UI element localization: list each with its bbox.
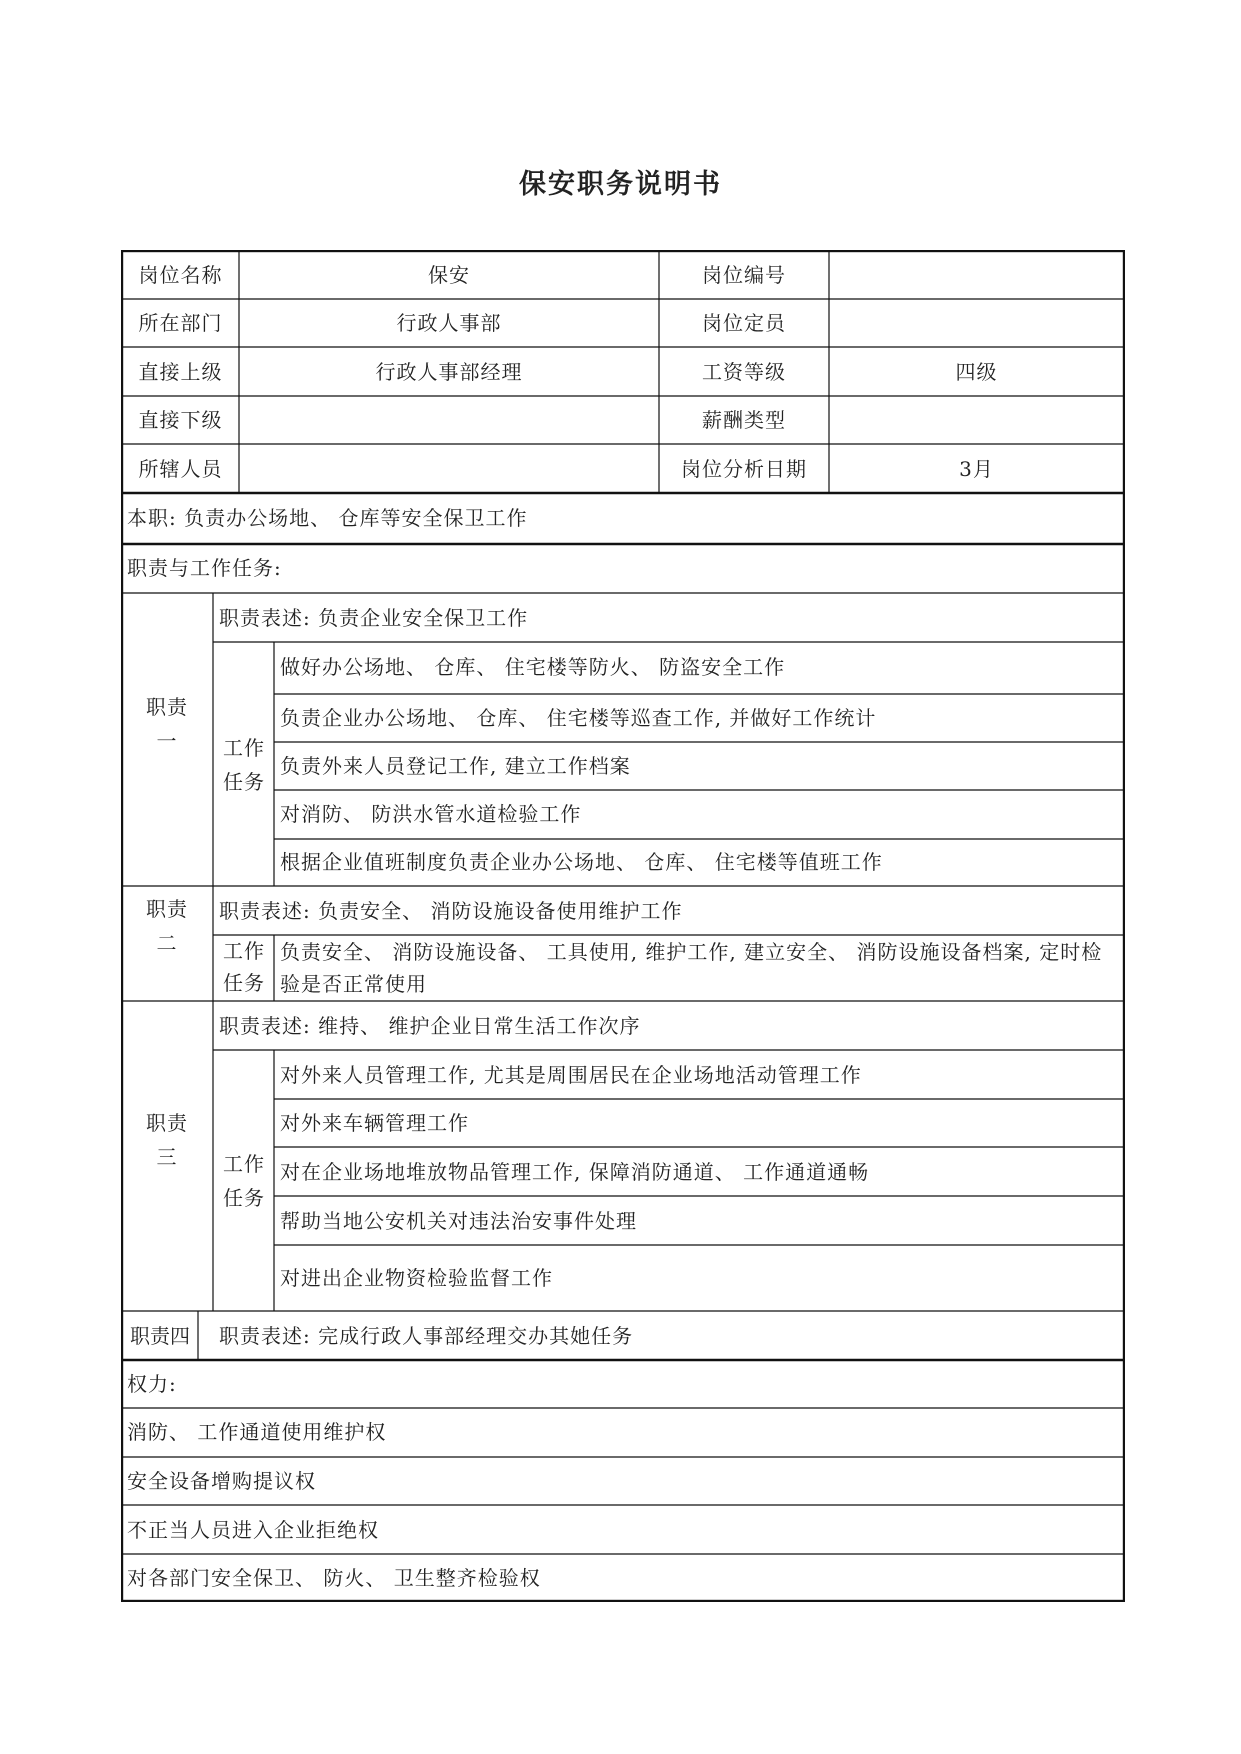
power-item: 不正当人员进入企业拒绝权 <box>127 1518 379 1542</box>
salary-grade-value: 四级 <box>955 360 998 384</box>
duty-2-label: 职责二 <box>146 897 188 955</box>
duty-1-task: 负责企业办公场地、 仓库、 住宅楼等巡查工作, 并做好工作统计 <box>280 706 877 730</box>
duty-2-tasks-label: 工作任务 <box>223 939 265 995</box>
duty-3-description: 职责表述: 维持、 维护企业日常生活工作次序 <box>219 1014 641 1038</box>
superior-value: 行政人事部经理 <box>375 360 523 384</box>
duty-3-label: 职责三 <box>146 1111 188 1169</box>
duty-3-task: 帮助当地公安机关对违法治安事件处理 <box>280 1209 637 1233</box>
duty-1-description: 职责表述: 负责企业安全保卫工作 <box>219 606 529 630</box>
department-value: 行政人事部 <box>396 311 502 335</box>
analysis-date-value: 3月 <box>959 457 994 481</box>
position-name-label: 岗位名称 <box>138 263 223 287</box>
duty-2-description: 职责表述: 负责安全、 消防设施设备使用维护工作 <box>219 899 683 923</box>
duty-1-task: 对消防、 防洪水管水道检验工作 <box>280 802 582 826</box>
position-name-value: 保安 <box>428 263 470 287</box>
duty-3-task: 对在企业场地堆放物品管理工作, 保障消防通道、 工作通道通畅 <box>280 1160 870 1184</box>
department-label: 所在部门 <box>138 311 223 335</box>
job-description-table <box>121 250 1125 1602</box>
superior-label: 直接上级 <box>138 360 223 384</box>
analysis-date-label: 岗位分析日期 <box>681 457 807 481</box>
duty-1-task: 做好办公场地、 仓库、 住宅楼等防火、 防盗安全工作 <box>280 655 786 679</box>
duties-heading: 职责与工作任务: <box>127 556 282 580</box>
duty-3-task: 对进出企业物资检验监督工作 <box>280 1266 553 1290</box>
duty-3-tasks-label: 工作任务 <box>223 1152 265 1210</box>
headcount-label: 岗位定员 <box>702 311 786 335</box>
staff-label: 所辖人员 <box>138 457 223 481</box>
subordinate-label: 直接下级 <box>138 408 223 432</box>
duty-2-task: 负责安全、 消防设施设备、 工具使用, 维护工作, 建立安全、 消防设施设备档案, 定时检验是否正常使用 <box>280 940 1103 996</box>
duty-4-description: 职责表述: 完成行政人事部经理交办其她任务 <box>219 1324 634 1348</box>
duty-1-tasks-label: 工作任务 <box>223 736 265 794</box>
power-item: 消防、 工作通道使用维护权 <box>127 1420 387 1444</box>
duty-1-task: 根据企业值班制度负责企业办公场地、 仓库、 住宅楼等值班工作 <box>280 850 883 874</box>
document-title: 保安职务说明书 <box>519 169 722 200</box>
duty-1-label: 职责一 <box>146 695 188 753</box>
duty-1-task: 负责外来人员登记工作, 建立工作档案 <box>280 754 631 778</box>
table-grid <box>121 250 1125 1602</box>
salary-grade-label: 工资等级 <box>702 360 786 384</box>
power-item: 安全设备增购提议权 <box>127 1469 316 1493</box>
duty-3-task: 对外来车辆管理工作 <box>280 1111 469 1135</box>
pay-type-label: 薪酬类型 <box>702 408 786 432</box>
position-code-label: 岗位编号 <box>702 263 786 287</box>
job-summary: 本职: 负责办公场地、 仓库等安全保卫工作 <box>127 506 528 530</box>
powers-heading: 权力: <box>127 1372 177 1396</box>
power-item: 对各部门安全保卫、 防火、 卫生整齐检验权 <box>127 1566 541 1590</box>
duty-3-task: 对外来人员管理工作, 尤其是周围居民在企业场地活动管理工作 <box>280 1063 862 1087</box>
duty-4-label: 职责四 <box>130 1324 190 1348</box>
